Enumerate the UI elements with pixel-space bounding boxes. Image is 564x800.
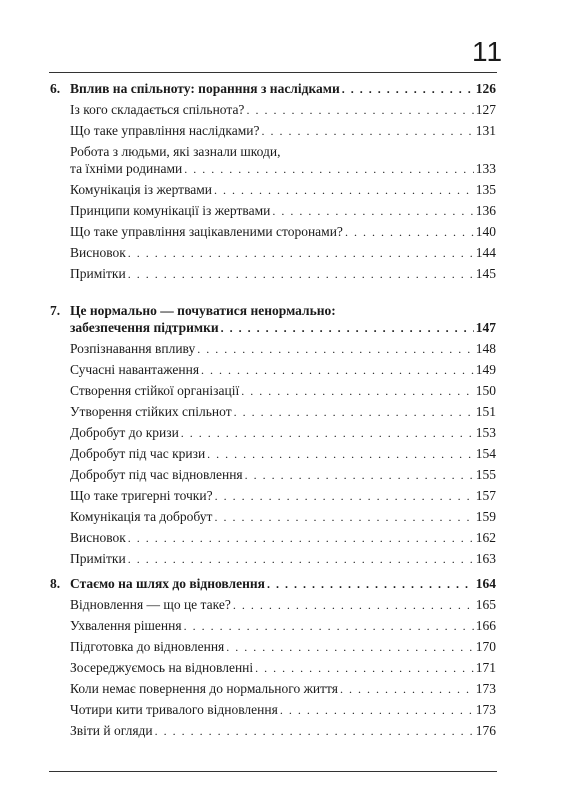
entry-title: Висновок xyxy=(70,245,126,260)
entry-title: Розпізнавання впливу xyxy=(70,341,196,356)
toc-entry[interactable] xyxy=(70,445,496,462)
toc-entry[interactable] xyxy=(70,680,496,697)
entry-title: Відновлення — що це таке? xyxy=(70,597,231,612)
entry-page: 171 xyxy=(475,660,496,675)
chapter-page: 164 xyxy=(475,576,496,591)
toc-entry[interactable] xyxy=(70,508,496,525)
toc-entry[interactable] xyxy=(70,101,496,118)
toc-entry[interactable] xyxy=(70,403,496,420)
entry-page: 135 xyxy=(475,182,496,197)
top-rule xyxy=(49,72,497,73)
entry-page: 127 xyxy=(475,102,496,117)
chapter-title: Стаємо на шлях до відновлення xyxy=(70,576,265,591)
entry-page: 176 xyxy=(475,723,496,738)
chapter-7 xyxy=(50,302,496,567)
entry-title: Сучасні навантаження xyxy=(70,362,200,377)
entry-title: Що таке управління наслідками? xyxy=(70,123,260,138)
toc-entry[interactable] xyxy=(70,617,496,634)
entry-title: Добробут під час відновлення xyxy=(70,467,243,482)
leader-dots xyxy=(234,405,474,420)
entry-title: Добробут під час кризи xyxy=(70,446,206,461)
toc-entry[interactable] xyxy=(70,181,496,198)
chapter-title-line1: Це нормально — почуватися ненормально: xyxy=(70,303,336,318)
toc-entry[interactable] xyxy=(70,596,496,613)
leader-dots xyxy=(201,363,474,378)
chapter-number: 8. xyxy=(50,576,61,591)
entry-title: Підготовка до відновлення xyxy=(70,639,225,654)
toc-entry[interactable] xyxy=(70,638,496,655)
toc-entry[interactable] xyxy=(70,265,496,282)
leader-dots xyxy=(214,183,474,198)
entry-page: 148 xyxy=(475,341,496,356)
entry-title: Утворення стійких спільнот xyxy=(70,404,232,419)
leader-dots xyxy=(181,426,474,441)
chapter-title: забезпечення підтримки xyxy=(70,320,219,335)
leader-dots xyxy=(128,531,474,546)
leader-dots xyxy=(233,598,474,613)
leader-dots xyxy=(342,82,474,97)
entry-page: 173 xyxy=(475,681,496,696)
entry-title: Висновок xyxy=(70,530,126,545)
leader-dots xyxy=(155,724,474,739)
toc-entry[interactable] xyxy=(70,160,496,177)
bottom-rule xyxy=(49,771,497,772)
toc-entry[interactable] xyxy=(70,382,496,399)
leader-dots xyxy=(197,342,474,357)
entry-title: Добробут до кризи xyxy=(70,425,179,440)
entry-title: та їхніми родинами xyxy=(70,161,183,176)
entry-title: Ухвалення рішення xyxy=(70,618,182,633)
chapter-heading[interactable] xyxy=(50,575,496,592)
leader-dots xyxy=(128,246,474,261)
leader-dots xyxy=(184,619,474,634)
leader-dots xyxy=(241,384,474,399)
entry-page: 155 xyxy=(475,467,496,482)
toc-entry[interactable] xyxy=(70,340,496,357)
toc-entry[interactable] xyxy=(70,659,496,676)
entry-page: 136 xyxy=(475,203,496,218)
toc-entry[interactable] xyxy=(70,361,496,378)
entry-title: Що таке тригерні точки? xyxy=(70,488,213,503)
entry-page: 170 xyxy=(475,639,496,654)
leader-dots xyxy=(214,510,473,525)
entry-page: 157 xyxy=(475,488,496,503)
chapter-6 xyxy=(50,80,496,282)
entry-page: 153 xyxy=(475,425,496,440)
leader-dots xyxy=(246,103,473,118)
leader-dots xyxy=(262,124,474,139)
entry-page: 165 xyxy=(475,597,496,612)
entry-page: 173 xyxy=(475,702,496,717)
entry-title: Принципи комунікації із жертвами xyxy=(70,203,271,218)
chapter-heading[interactable] xyxy=(50,80,496,97)
leader-dots xyxy=(267,577,474,592)
leader-dots xyxy=(128,552,474,567)
entry-page: 154 xyxy=(475,446,496,461)
leader-dots xyxy=(221,321,474,336)
leader-dots xyxy=(255,661,474,676)
entry-page: 150 xyxy=(475,383,496,398)
toc-entry[interactable] xyxy=(70,223,496,240)
toc-entry[interactable] xyxy=(70,202,496,219)
leader-dots xyxy=(345,225,474,240)
entry-page: 166 xyxy=(475,618,496,633)
entry-title: Звіти й огляди xyxy=(70,723,153,738)
entry-page: 159 xyxy=(475,509,496,524)
entry-title: Комунікація із жертвами xyxy=(70,182,213,197)
toc-entry[interactable] xyxy=(70,466,496,483)
chapter-page: 147 xyxy=(475,320,496,335)
leader-dots xyxy=(340,682,474,697)
leader-dots xyxy=(280,703,474,718)
chapter-number: 7. xyxy=(50,303,61,318)
entry-page: 133 xyxy=(475,161,496,176)
entry-page: 151 xyxy=(475,404,496,419)
toc-entry[interactable] xyxy=(70,424,496,441)
toc-entry[interactable] xyxy=(70,529,496,546)
leader-dots xyxy=(128,267,474,282)
leader-dots xyxy=(207,447,474,462)
toc-entry[interactable] xyxy=(70,701,496,718)
entry-title: Із кого складається спільнота? xyxy=(70,102,245,117)
entry-page: 144 xyxy=(475,245,496,260)
toc-entry[interactable] xyxy=(70,550,496,567)
chapter-page: 126 xyxy=(475,81,496,96)
entry-page: 145 xyxy=(475,266,496,281)
chapter-title: Вплив на спільноту: поранння з наслідками xyxy=(70,81,340,96)
entry-title-line1: Робота з людьми, які зазнали шкоди, xyxy=(70,144,281,159)
chapter-8 xyxy=(50,575,496,739)
toc-entry[interactable] xyxy=(70,122,496,139)
entry-title: Чотири кити тривалого відновлення xyxy=(70,702,278,717)
leader-dots xyxy=(245,468,474,483)
entry-page: 163 xyxy=(475,551,496,566)
chapter-number: 6. xyxy=(50,81,61,96)
entry-title: Створення стійкої організації xyxy=(70,383,240,398)
entry-page: 131 xyxy=(475,123,496,138)
toc-entry[interactable] xyxy=(70,244,496,261)
chapter-heading[interactable] xyxy=(70,319,496,336)
entry-title: Коли немає повернення до нормального життя xyxy=(70,681,338,696)
leader-dots xyxy=(226,640,473,655)
entry-title: Що таке управління зацікавленими сторонами? xyxy=(70,224,343,239)
toc-entry[interactable] xyxy=(70,487,496,504)
entry-page: 140 xyxy=(475,224,496,239)
entry-page: 162 xyxy=(475,530,496,545)
leader-dots xyxy=(184,162,474,177)
leader-dots xyxy=(272,204,473,219)
toc-entry[interactable] xyxy=(70,722,496,739)
chapter-heading-line1 xyxy=(50,302,496,319)
leader-dots xyxy=(215,489,474,504)
entry-title: Примітки xyxy=(70,266,126,281)
entry-page: 149 xyxy=(475,362,496,377)
entry-title: Зосереджуємось на відновленні xyxy=(70,660,254,675)
page-number: 11 xyxy=(472,36,504,67)
entry-title: Комунікація та добробут xyxy=(70,509,213,524)
entry-title: Примітки xyxy=(70,551,126,566)
